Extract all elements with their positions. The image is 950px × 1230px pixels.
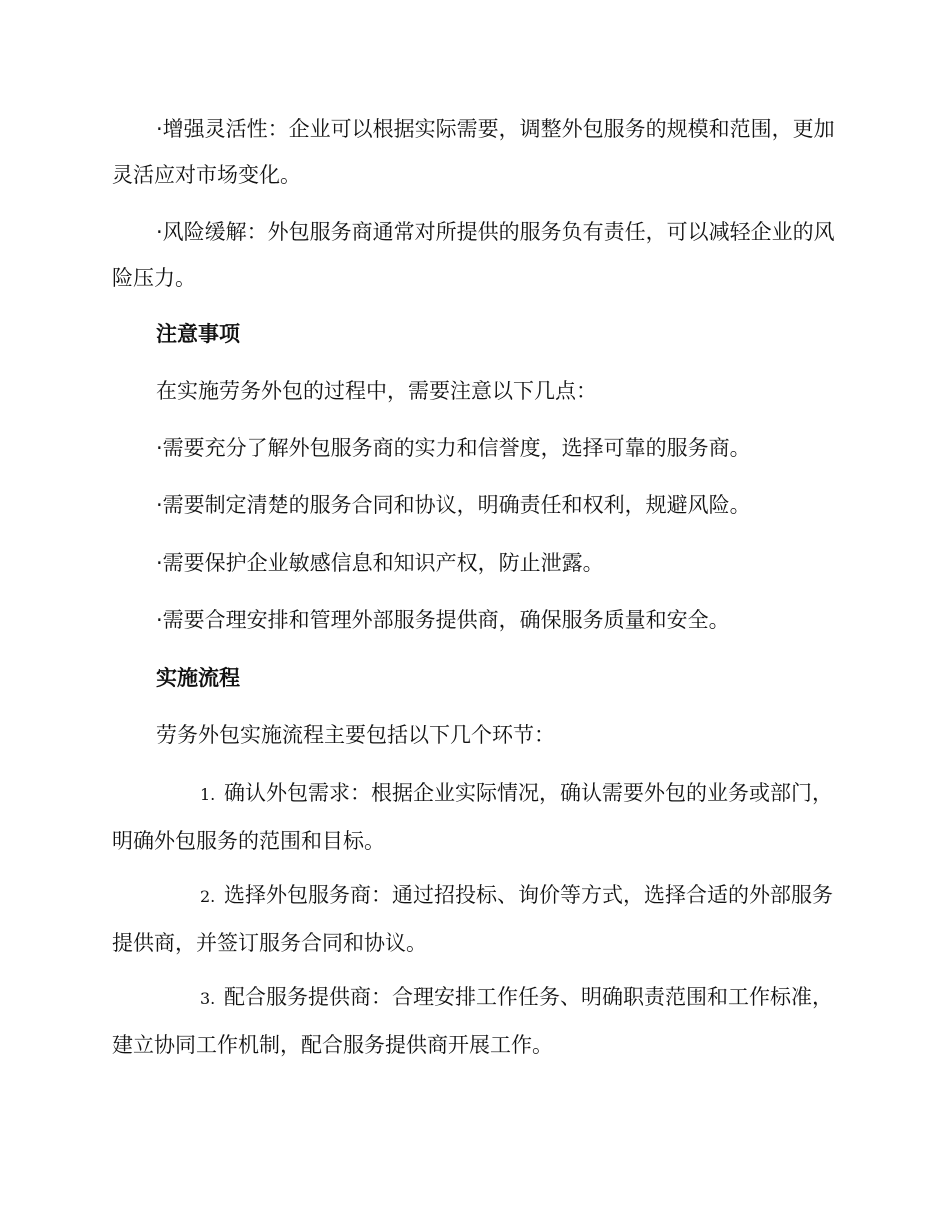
numbered-step-1 [112, 770, 838, 864]
bullet-item-protect-info: ·需要保护企业敏感信息和知识产权，防止泄露。 [156, 551, 604, 575]
step-text: 配合服务提供商：合理安排工作任务、明确职责范围和工作标准，建立协同工作机制，配合服务提供商开展工作。 [112, 985, 833, 1057]
section-heading-notes: 注意事项 [156, 322, 240, 346]
paragraph-flexibility: ·增强灵活性：企业可以根据实际需要，调整外包服务的规模和范围，更加灵活应对市场变化。 [112, 117, 835, 187]
section-heading-process: 实施流程 [156, 666, 240, 690]
bullet-item-contract: ·需要制定清楚的服务合同和协议，明确责任和权利，规避风险。 [156, 493, 751, 517]
bullet-item-manage-vendors: ·需要合理安排和管理外部服务提供商，确保服务质量和安全。 [156, 608, 730, 632]
paragraph-notes-intro: 在实施劳务外包的过程中，需要注意以下几点： [156, 379, 597, 403]
step-number: 1. [200, 785, 216, 804]
step-text: 选择外包服务商：通过招投标、询价等方式，选择合适的外部服务提供商，并签订服务合同和协议。 [112, 883, 833, 955]
paragraph-process-intro: 劳务外包实施流程主要包括以下几个环节： [156, 723, 555, 747]
step-number: 3. [200, 989, 216, 1008]
numbered-step-2 [112, 872, 838, 966]
step-number: 2. [200, 887, 216, 906]
numbered-step-3 [112, 974, 838, 1068]
paragraph-risk-mitigation: ·风险缓解：外包服务商通常对所提供的服务负有责任，可以减轻企业的风险压力。 [112, 220, 835, 290]
bullet-item-vendor-strength: ·需要充分了解外包服务商的实力和信誉度，选择可靠的服务商。 [156, 436, 751, 460]
step-text: 确认外包需求：根据企业实际情况，确认需要外包的业务或部门，明确外包服务的范围和目标。 [112, 781, 833, 853]
